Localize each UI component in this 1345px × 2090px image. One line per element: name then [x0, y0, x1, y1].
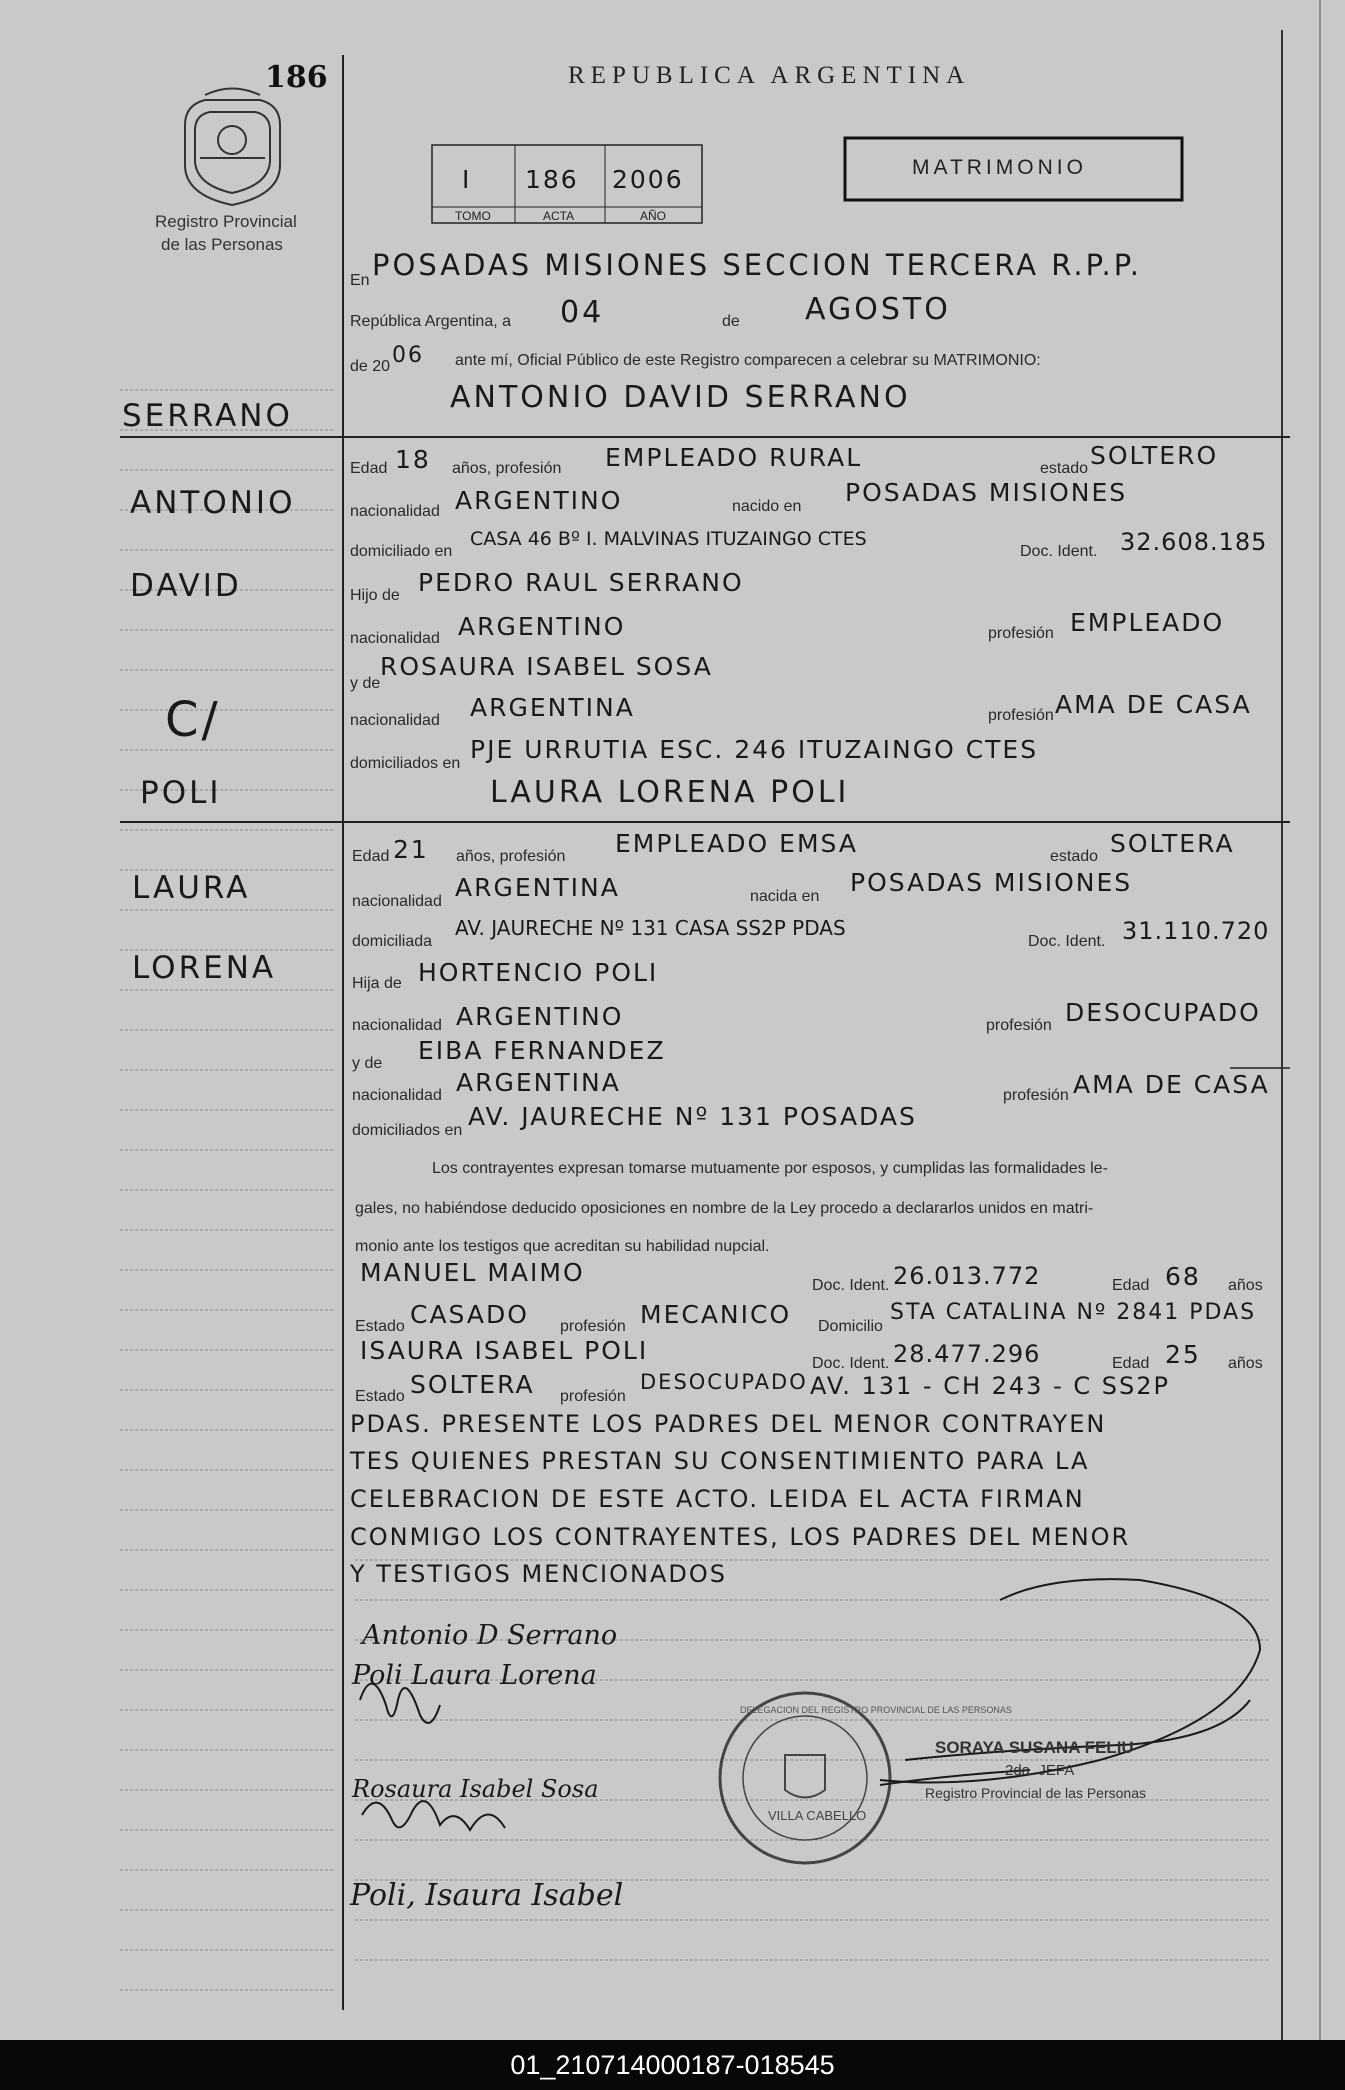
groom-parents-dom-label: domiciliados en	[350, 755, 461, 772]
declaration-line-1: Los contrayentes expresan tomarse mutuamente por esposos, y cumplidas las formalidades le-	[432, 1160, 1108, 1177]
groom-estado-label: estado	[1040, 460, 1089, 477]
witness1-profesion: MECANICO	[640, 1300, 792, 1329]
margin-name-7: LORENA	[132, 950, 277, 986]
note-line-2: TES QUIENES PRESTAN SU CONSENTIMIENTO PARA LA	[350, 1447, 1090, 1475]
declaration-line-2: gales, no habiéndose deducido oposiciones en nombre de la Ley procedo a declararlos unidos en matri-	[355, 1200, 1094, 1217]
witness2-doc: 28.477.296	[893, 1340, 1041, 1368]
witness2-edad-label: Edad	[1112, 1355, 1150, 1372]
groom-parents-dom: PJE URRUTIA ESC. 246 ITUZAINGO CTES	[470, 735, 1039, 764]
bride-nac-label: nacionalidad	[352, 893, 442, 910]
groom-nac-label: nacionalidad	[350, 503, 440, 520]
bride-dom-label: domiciliada	[352, 933, 433, 950]
bride-doc-label: Doc. Ident.	[1028, 933, 1106, 950]
witness2-estado-label: Estado	[355, 1388, 405, 1405]
bride-domicilio: AV. JAURECHE Nº 131 CASA SS2P PDAS	[455, 916, 846, 940]
witness2-estado: SOLTERA	[410, 1370, 535, 1399]
witness1-dom-label: Domicilio	[818, 1318, 883, 1335]
groom-mother-nac: ARGENTINA	[470, 693, 635, 722]
margin-name-5: POLI	[140, 775, 222, 811]
groom-father-prof: EMPLEADO	[1070, 608, 1225, 637]
witness1-edad: 68	[1165, 1262, 1201, 1291]
acta-label: ACTA	[543, 209, 575, 223]
groom-profesion-label: años, profesión	[452, 460, 562, 477]
witness2-anos-label: años	[1228, 1355, 1263, 1372]
witness2-edad: 25	[1165, 1340, 1201, 1369]
groom-mother-nac-label: nacionalidad	[350, 712, 440, 729]
witness1-edad-label: Edad	[1112, 1277, 1150, 1294]
witness1-doc: 26.013.772	[893, 1262, 1041, 1290]
witness2-doc-label: Doc. Ident.	[812, 1355, 890, 1372]
groom-father-prof-label: profesión	[988, 625, 1054, 642]
witness1-domicilio: STA CATALINA Nº 2841 PDAS	[890, 1300, 1257, 1325]
page-number: 186	[265, 60, 328, 95]
signature-6: Poli, Isaura Isabel	[350, 1878, 624, 1913]
groom-nacido: POSADAS MISIONES	[845, 478, 1128, 507]
official-institution: Registro Provincial de las Personas	[925, 1785, 1146, 1801]
witness1-estado: CASADO	[410, 1300, 529, 1329]
groom-edad: 18	[395, 445, 431, 474]
signature-1: Antonio D Serrano	[362, 1620, 618, 1651]
groom-mother-prof-label: profesión	[988, 707, 1054, 724]
note-line-3: CELEBRACION DE ESTE ACTO. LEIDA EL ACTA FIRMAN	[350, 1485, 1085, 1513]
act-type-label: MATRIMONIO	[912, 156, 1087, 179]
groom-mother-label: y de	[350, 675, 381, 692]
marriage-place: POSADAS MISIONES SECCION TERCERA R.P.P.	[372, 248, 1142, 282]
left-margin-rules	[120, 390, 335, 1990]
note-line-1: PDAS. PRESENTE LOS PADRES DEL MENOR CONTRAYEN	[350, 1410, 1107, 1438]
witness2-profesion: DESOCUPADO	[640, 1370, 808, 1394]
witness1-anos-label: años	[1228, 1277, 1263, 1294]
bride-estado-label: estado	[1050, 848, 1099, 865]
official-name: SORAYA SUSANA FELIU	[935, 1738, 1134, 1757]
declaration-line-3: monio ante los testigos que acreditan su habilidad nupcial.	[355, 1238, 770, 1255]
year-prefix: de 20	[350, 358, 391, 375]
witness1-name: MANUEL MAIMO	[360, 1258, 585, 1287]
bride-estado: SOLTERA	[1110, 829, 1235, 858]
official-title: 2da. JEFA	[1005, 1762, 1075, 1779]
signature-2: Poli Laura Lorena	[352, 1660, 597, 1691]
bride-nacida-label: nacida en	[750, 888, 820, 905]
bride-edad-label: Edad	[352, 848, 390, 865]
groom-doc-label: Doc. Ident.	[1020, 543, 1098, 560]
groom-mother: ROSAURA ISABEL SOSA	[380, 652, 713, 681]
de-label: de	[722, 313, 740, 330]
note-line-5: Y TESTIGOS MENCIONADOS	[350, 1560, 727, 1588]
witness1-prof-label: profesión	[560, 1318, 626, 1335]
bride-nacida: POSADAS MISIONES	[850, 868, 1133, 897]
groom-father-label: Hijo de	[350, 587, 400, 604]
witness2-domicilio: AV. 131 - CH 243 - C SS2P	[810, 1372, 1170, 1400]
bride-parents-dom: AV. JAURECHE Nº 131 POSADAS	[468, 1102, 917, 1131]
margin-name-4: C/	[165, 692, 221, 748]
bride-father-prof: DESOCUPADO	[1065, 998, 1261, 1027]
tomo-value: I	[462, 165, 472, 194]
bride-mother-nac-label: nacionalidad	[352, 1087, 442, 1104]
page-title: REPUBLICA ARGENTINA	[568, 62, 971, 89]
note-line-4: CONMIGO LOS CONTRAYENTES, LOS PADRES DEL MENOR	[350, 1523, 1131, 1551]
marriage-month: AGOSTO	[805, 292, 951, 327]
bride-mother-label: y de	[352, 1055, 383, 1072]
groom-father-nac-label: nacionalidad	[350, 630, 440, 647]
bride-profesion: EMPLEADO EMSA	[615, 829, 858, 858]
groom-domicilio: CASA 46 Bº I. MALVINAS ITUZAINGO CTES	[470, 528, 867, 550]
bride-doc: 31.110.720	[1122, 917, 1270, 945]
witness2-prof-label: profesión	[560, 1388, 626, 1405]
bride-mother: EIBA FERNANDEZ	[418, 1036, 666, 1065]
round-seal-center-text: VILLA CABELLO	[768, 1808, 867, 1823]
margin-name-2: ANTONIO	[130, 485, 296, 521]
en-label: En	[350, 272, 370, 289]
registry-name-line2: de las Personas	[161, 235, 283, 254]
witness1-estado-label: Estado	[355, 1318, 405, 1335]
bride-father-nac-label: nacionalidad	[352, 1017, 442, 1034]
bride-mother-prof: AMA DE CASA	[1073, 1070, 1270, 1099]
anio-label: AÑO	[640, 209, 667, 223]
witness2-name: ISAURA ISABEL POLI	[360, 1336, 649, 1365]
bride-father: HORTENCIO POLI	[418, 958, 659, 987]
groom-nacionalidad: ARGENTINO	[455, 486, 623, 515]
tomo-label: TOMO	[455, 209, 491, 223]
round-seal	[720, 1693, 890, 1863]
groom-mother-prof: AMA DE CASA	[1055, 690, 1252, 719]
groom-edad-label: Edad	[350, 460, 388, 477]
bride-nacionalidad: ARGENTINA	[455, 873, 620, 902]
signature-4: Rosaura Isabel Sosa	[352, 1775, 599, 1803]
bride-parents-dom-label: domiciliados en	[352, 1122, 463, 1139]
bride-father-label: Hija de	[352, 975, 402, 992]
bride-father-nac: ARGENTINO	[456, 1002, 624, 1031]
registry-emblem	[185, 89, 280, 206]
bride-mother-nac: ARGENTINA	[456, 1068, 621, 1097]
anio-value: 2006	[612, 165, 684, 194]
year-suffix: 06	[392, 343, 424, 368]
republic-label: República Argentina, a	[350, 313, 511, 330]
witness1-doc-label: Doc. Ident.	[812, 1277, 890, 1294]
groom-full-name: ANTONIO DAVID SERRANO	[450, 380, 911, 415]
acta-value: 186	[525, 165, 579, 194]
margin-name-3: DAVID	[130, 568, 242, 604]
groom-profesion: EMPLEADO RURAL	[605, 443, 863, 472]
groom-father: PEDRO RAUL SERRANO	[418, 568, 744, 597]
margin-name-1: SERRANO	[122, 398, 293, 434]
bride-profesion-label: años, profesión	[456, 848, 566, 865]
registry-name-line1: Registro Provincial	[155, 212, 297, 231]
groom-nacido-label: nacido en	[732, 498, 802, 515]
bride-father-prof-label: profesión	[986, 1017, 1052, 1034]
groom-dom-label: domiciliado en	[350, 543, 453, 560]
marriage-day: 04	[560, 295, 605, 330]
bride-full-name: LAURA LORENA POLI	[490, 775, 850, 810]
appearance-text: ante mí, Oficial Público de este Registro comparecen a celebrar su MATRIMONIO:	[455, 352, 1041, 369]
bride-mother-prof-label: profesión	[1003, 1087, 1069, 1104]
round-seal-ring-text: DELEGACION DEL REGISTRO PROVINCIAL DE LAS PERSONAS	[740, 1705, 1012, 1715]
groom-doc: 32.608.185	[1120, 528, 1268, 556]
bride-edad: 21	[393, 835, 429, 864]
margin-name-6: LAURA	[132, 870, 251, 906]
groom-father-nac: ARGENTINO	[458, 612, 626, 641]
footer-filename: 01_210714000187-018545	[0, 2040, 1345, 2090]
groom-estado: SOLTERO	[1090, 441, 1219, 470]
